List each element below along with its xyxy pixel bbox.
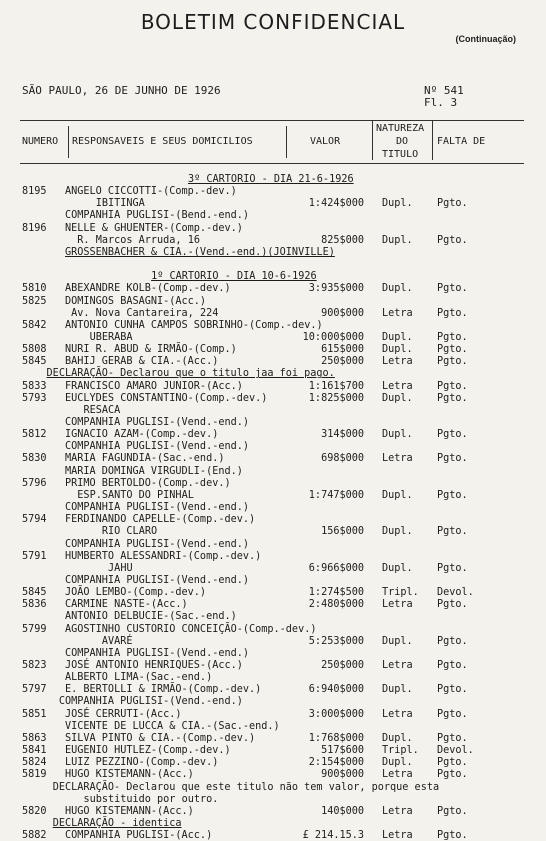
entry-text: NURI R. ABUD & IRMÃO-(Comp.) — [65, 344, 237, 356]
entry-text: E. BERTOLLI & IRMÃO-(Comp.-dev.) — [65, 684, 262, 696]
entry-number: 5863 — [22, 732, 47, 744]
entry-falta: Pgto. — [437, 356, 468, 368]
entry-falta: Pgto. — [437, 830, 468, 841]
entry-number: 5851 — [22, 708, 47, 720]
entry-nature: Dupl. — [382, 429, 413, 441]
entry-text: R. Marcos Arruda, 16 — [77, 234, 200, 246]
entry-nature: Letra — [382, 356, 413, 368]
header-bottom-rule — [20, 163, 524, 164]
entry-text: JOSÉ CERRUTI-(Acc.) — [65, 708, 182, 720]
entry-number: 5845 — [22, 587, 47, 599]
entry-text: COMPANHIA PUGLISI-(Vend.-end.) — [65, 502, 250, 514]
entry-number: 5793 — [22, 392, 47, 404]
entry-value: 698$000 — [321, 453, 364, 465]
entry-text: EUCLYDES CONSTANTINO-(Comp.-dev.) — [65, 392, 268, 404]
entry-number: 5810 — [22, 283, 47, 295]
entry-nature: Letra — [382, 307, 413, 319]
header-natureza-titulo: TITULO — [382, 149, 419, 160]
entry-text: COMPANHIA PUGLISI-(Vend.-end.) — [58, 696, 243, 708]
entry-nature: Dupl. — [382, 757, 413, 769]
entry-nature: Letra — [382, 769, 413, 781]
entry-text: IBITINGA — [95, 198, 145, 210]
header-top-rule — [20, 120, 524, 121]
entry-number: 5799 — [22, 623, 47, 635]
entry-text: COMPANHIA PUGLISI-(Vend.-end.) — [65, 647, 250, 659]
entry-number: 5841 — [22, 745, 47, 757]
entry-number: 5823 — [22, 660, 47, 671]
entry-text: COMPANHIA PUGLISI-(Vend.-end.) — [65, 574, 250, 586]
entry-number: 5845 — [22, 356, 47, 368]
entry-text: ABEXANDRE KOLB-(Comp.-dev.) — [65, 283, 231, 295]
entry-text: AVARÉ — [101, 635, 133, 647]
entry-nature: Dupl. — [382, 489, 413, 501]
entry-number: 8195 — [22, 186, 47, 198]
entry-nature: Dupl. — [382, 283, 413, 295]
entry-text: GROSSENBACHER & CIA.-(Vend.-end.)(JOINVILLE) — [65, 246, 335, 258]
entry-value: 2:480$000 — [308, 599, 364, 611]
entry-text: ALBERTO LIMA-(Sac.-end.) — [65, 672, 213, 684]
entry-value: 3:000$000 — [308, 708, 364, 720]
entry-number: 5820 — [22, 805, 47, 817]
entry-text: MARIA FAGUNDIA-(Sac.-end.) — [65, 453, 225, 465]
entry-nature: Letra — [382, 660, 413, 671]
entry-number: 5794 — [22, 514, 47, 526]
header-responsaveis: RESPONSAVEIS E SEUS DOMICILIOS — [72, 136, 253, 147]
entry-value: 140$000 — [321, 805, 364, 817]
entry-falta: Devol. — [437, 745, 474, 757]
entry-nature: Dupl. — [382, 198, 413, 210]
entry-text: Av. Nova Cantareira, 224 — [71, 307, 219, 319]
entry-value: 1:747$000 — [308, 489, 364, 501]
entry-text: EUGENIO HUTLEZ-(Comp.-dev.) — [65, 745, 231, 757]
entry-text: HUMBERTO ALESSANDRI-(Comp.-dev.) — [65, 550, 262, 562]
entry-number: 5836 — [22, 599, 47, 611]
entry-text: HUGO KISTEMANN-(Acc.) — [65, 769, 194, 781]
entry-nature: Dupl. — [382, 684, 413, 696]
entry-falta: Pgto. — [437, 392, 468, 404]
entry-nature: Letra — [382, 453, 413, 465]
entry-number: 5819 — [22, 769, 47, 781]
entry-text: 1º CARTORIO - DIA 10-6-1926 — [151, 271, 317, 283]
entry-text: DECLARAÇÃO - identica — [52, 817, 182, 829]
entry-text: UBERABA — [89, 331, 133, 343]
entry-value: £ 214.15.3 — [302, 830, 364, 841]
entry-text: 3º CARTORIO - DIA 21-6-1926 — [188, 174, 354, 185]
entry-nature: Letra — [382, 830, 413, 841]
col-divider — [432, 120, 433, 160]
entry-text: PRIMO BERTOLDO-(Comp.-dev.) — [65, 477, 231, 489]
entry-nature: Letra — [382, 805, 413, 817]
entry-nature: Tripl. — [382, 587, 419, 599]
entry-value: 1:768$000 — [308, 732, 364, 744]
entry-text: FRANCISCO AMARO JUNIOR-(Acc.) — [65, 380, 243, 392]
entry-value: 250$000 — [321, 660, 364, 671]
header-falta: FALTA DE — [437, 136, 486, 147]
entry-value: 1:424$000 — [308, 198, 364, 210]
entry-falta: Pgto. — [437, 283, 468, 295]
entry-text: CARMINE NASTE-(Acc.) — [65, 599, 188, 611]
entry-nature: Dupl. — [382, 732, 413, 744]
entry-falta: Pgto. — [437, 684, 468, 696]
document-title: BOLETIM CONFIDENCIAL — [140, 10, 406, 34]
entry-number: 5825 — [22, 295, 47, 307]
entry-number: 5791 — [22, 550, 47, 562]
entry-falta: Pgto. — [437, 769, 468, 781]
sheet-number: Fl. 3 — [424, 96, 458, 109]
entry-falta: Pgto. — [437, 635, 468, 647]
entry-number: 5808 — [22, 344, 47, 356]
entry-value: 156$000 — [321, 526, 364, 538]
bulletin-number: Nº 541 — [424, 84, 464, 97]
entry-falta: Pgto. — [437, 526, 468, 538]
entry-falta: Pgto. — [437, 489, 468, 501]
entry-text: BAHIJ GERAB & CIA.-(Acc.) — [65, 356, 219, 368]
entry-falta: Pgto. — [437, 429, 468, 441]
entry-nature: Letra — [382, 599, 413, 611]
col-divider — [68, 126, 69, 158]
entry-value: 10:000$000 — [302, 331, 364, 343]
entry-falta: Pgto. — [437, 732, 468, 744]
entry-text: MARIA DOMINGA VIRGUDLI-(End.) — [65, 465, 243, 477]
entry-value: 517$600 — [321, 745, 364, 757]
entry-text: DECLARAÇÃO- Declarou que o titulo jaa foi pago. — [46, 368, 335, 380]
entry-text: COMPANHIA PUGLISI-(Acc.) — [65, 830, 213, 841]
entry-text: DOMINGOS BASAGNI-(Acc.) — [65, 295, 207, 307]
header-natureza: NATUREZA — [376, 123, 425, 134]
entry-value: 615$000 — [321, 344, 364, 356]
entry-falta: Pgto. — [437, 660, 468, 671]
entry-nature: Dupl. — [382, 344, 413, 356]
entry-nature: Dupl. — [382, 635, 413, 647]
entry-text: RIO CLARO — [101, 526, 158, 538]
entry-number: 5842 — [22, 319, 47, 331]
entry-falta: Pgto. — [437, 307, 468, 319]
entry-text: ESP.SANTO DO PINHAL — [77, 489, 194, 501]
entry-falta: Pgto. — [437, 757, 468, 769]
entry-text: COMPANHIA PUGLISI-(Vend.-end.) — [65, 441, 250, 453]
entry-number: 8196 — [22, 222, 47, 234]
entry-falta: Pgto. — [437, 234, 468, 246]
entry-value: 825$000 — [321, 234, 364, 246]
entry-number: 5882 — [22, 830, 47, 841]
entry-falta: Pgto. — [437, 562, 468, 574]
entry-value: 1:825$000 — [308, 392, 364, 404]
entry-nature: Dupl. — [382, 562, 413, 574]
entry-value: 1:274$500 — [308, 587, 364, 599]
entry-value: 6:940$000 — [308, 684, 364, 696]
entry-text: JAHU — [108, 562, 133, 574]
entry-nature: Dupl. — [382, 526, 413, 538]
entry-text: COMPANHIA PUGLISI-(Vend.-end.) — [65, 538, 250, 550]
header-natureza-do: DO — [396, 136, 409, 147]
entry-value: 900$000 — [321, 307, 364, 319]
entry-text: HUGO KISTEMANN-(Acc.) — [65, 805, 194, 817]
entry-falta: Pgto. — [437, 344, 468, 356]
continuation-label: (Continuação) — [455, 34, 516, 44]
entry-value: 314$000 — [321, 429, 364, 441]
entry-text: RESACA — [83, 404, 121, 416]
entry-text: ANTONIO DELBUCIE-(Sac.-end.) — [65, 611, 237, 623]
entry-number: 5830 — [22, 453, 47, 465]
col-divider — [372, 120, 373, 160]
entry-text: VICENTE DE LUCCA & CIA.-(Sac.-end.) — [65, 720, 280, 732]
entry-text: JOÃO LEMBO-(Comp.-dev.) — [65, 587, 207, 599]
entry-value: 3:935$000 — [308, 283, 364, 295]
entry-text: AGOSTINHO CUSTORIO CONCEIÇÃO-(Comp.-dev.) — [65, 623, 317, 635]
entry-value: 6:966$000 — [308, 562, 364, 574]
entry-value: 5:253$000 — [308, 635, 364, 647]
entry-nature: Dupl. — [382, 392, 413, 404]
entry-falta: Pgto. — [437, 198, 468, 210]
entry-number: 5796 — [22, 477, 47, 489]
entry-number: 5797 — [22, 684, 47, 696]
entry-text: COMPANHIA PUGLISI-(Bend.-end.) — [65, 210, 250, 222]
entry-text: NELLE & GHUENTER-(Comp.-dev.) — [65, 222, 243, 234]
entry-value: 2:154$000 — [308, 757, 364, 769]
entry-falta: Pgto. — [437, 331, 468, 343]
entry-falta: Pgto. — [437, 599, 468, 611]
entry-falta: Pgto. — [437, 708, 468, 720]
entry-text: DECLARAÇÃO- Declarou que este titulo não tem valor, porque esta — [52, 781, 440, 793]
entry-number: 5812 — [22, 429, 47, 441]
entry-text: IGNACIO AZAM-(Comp.-dev.) — [65, 429, 219, 441]
entry-nature: Letra — [382, 380, 413, 392]
entry-falta: Pgto. — [437, 380, 468, 392]
entry-nature: Letra — [382, 708, 413, 720]
col-divider — [286, 126, 287, 158]
entry-nature: Tripl. — [382, 745, 419, 757]
entry-text: FERDINANDO CAPELLE-(Comp.-dev.) — [65, 514, 256, 526]
entry-falta: Pgto. — [437, 805, 468, 817]
entry-number: 5833 — [22, 380, 47, 392]
entry-text: SILVA PINTO & CIA.-(Comp.-dev.) — [65, 732, 256, 744]
header-numero: NUMERO — [22, 136, 59, 147]
entry-text: substituido por outro. — [83, 793, 219, 805]
entry-value: 900$000 — [321, 769, 364, 781]
entry-text: ANGELO CICCOTTI-(Comp.-dev.) — [65, 186, 237, 198]
date-line: SÃO PAULO, 26 DE JUNHO DE 1926 — [22, 84, 221, 97]
entry-text: LUIZ PEZZINO-(Comp.-dev.) — [65, 757, 219, 769]
header-valor: VALOR — [310, 136, 341, 147]
entry-value: 250$000 — [321, 356, 364, 368]
entry-text: ANTONIO CUNHA CAMPOS SOBRINHO-(Comp.-dev.) — [65, 319, 323, 331]
entry-nature: Dupl. — [382, 331, 413, 343]
entry-value: 1:161$700 — [308, 380, 364, 392]
entry-nature: Dupl. — [382, 234, 413, 246]
entry-text: JOSÉ ANTONIO HENRIQUES-(Acc.) — [65, 660, 243, 671]
entry-text: COMPANHIA PUGLISI-(Vend.-end.) — [65, 417, 250, 428]
entry-falta: Pgto. — [437, 453, 468, 465]
entry-number: 5824 — [22, 757, 47, 769]
entry-falta: Devol. — [437, 587, 474, 599]
